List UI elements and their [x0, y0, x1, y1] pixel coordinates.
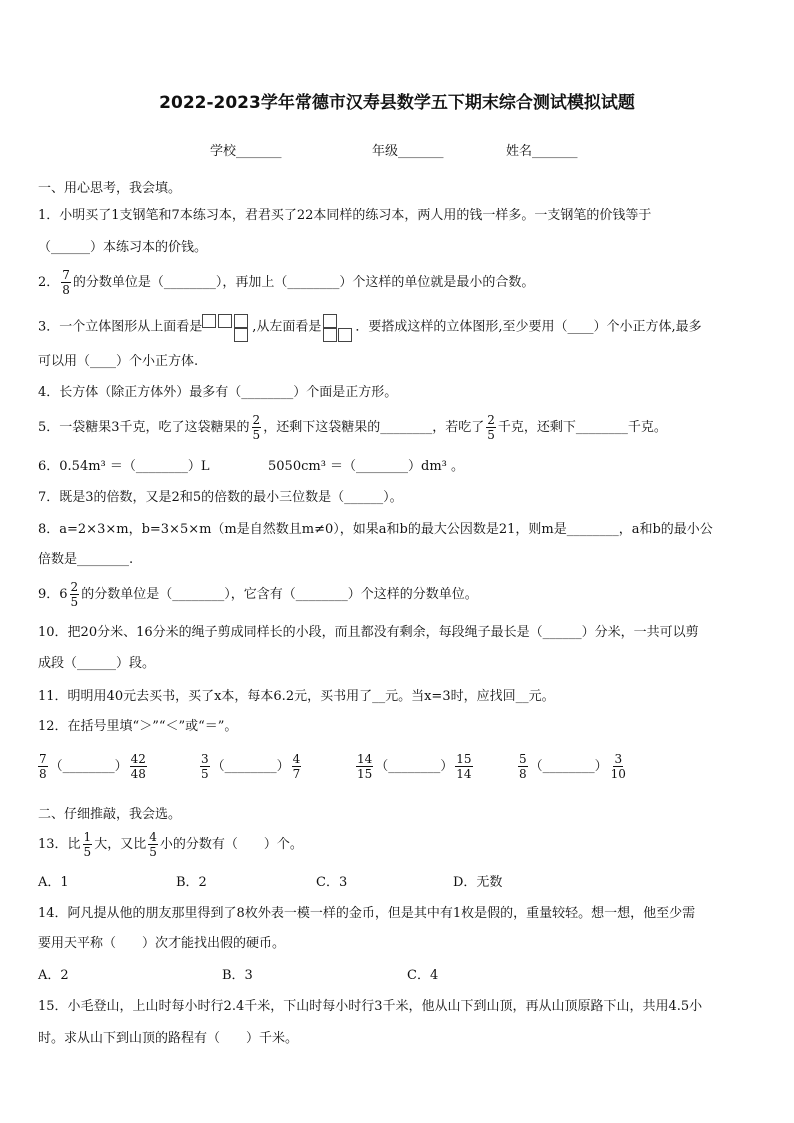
section-1-heading: 一、用心思考，我会填。	[38, 181, 182, 196]
page-title: 2022-2023学年常德市汉寿县数学五下期末综合测试模拟试题	[159, 93, 635, 113]
q9-fraction-denominator: 5	[70, 595, 79, 609]
q5-fraction-1-denominator: 5	[252, 428, 261, 442]
comparison-right-fraction	[130, 752, 147, 781]
comparison-item	[516, 752, 629, 781]
comparison-left-fraction	[38, 752, 48, 781]
q13-fraction-1-numerator: 1	[83, 830, 92, 844]
comparison-left-fraction	[518, 752, 528, 781]
question-3-line-1	[38, 312, 702, 342]
q13-fraction-2-denominator: 5	[149, 845, 157, 859]
question-12: 12．在括号里填“＞”“＜”或“＝”。	[38, 719, 238, 734]
question-11: 11．明明用40元去买书，买了x本，每本6.2元，买书用了__元。当x=3时，应找回__元。	[38, 689, 555, 704]
question-8-line-2: 倍数是________.	[38, 552, 134, 567]
comparison-item	[354, 752, 475, 781]
comparison-left-fraction	[200, 752, 210, 781]
q5-text-a: 5．一袋糖果3千克，吃了这袋糖果的	[38, 420, 250, 435]
q2-fraction-numerator: 7	[62, 268, 70, 282]
question-9	[38, 580, 478, 609]
q5-text-b: ，还剩下这袋糖果的________，若吃了	[263, 420, 485, 435]
q2-fraction	[61, 268, 71, 297]
fraction-denominator: 15	[357, 767, 373, 781]
question-2	[38, 268, 534, 297]
fraction-numerator: 4	[292, 752, 301, 766]
question-3-line-2: 可以用（____）个小正方体.	[38, 354, 199, 369]
question-14-line-1: 14．阿凡提从他的朋友那里得到了8枚外表一模一样的金币，但是其中有1枚是假的，重量较轻。想一想，他至少需	[38, 906, 696, 921]
q5-fraction-1-numerator: 2	[252, 413, 261, 427]
fraction-numerator: 15	[456, 752, 472, 766]
q9-text: 的分数单位是（________），它含有（________）个这样的分数单位。	[81, 587, 478, 602]
q3-text-b: ,从左面看是	[252, 319, 322, 335]
fraction-denominator: 10	[610, 767, 626, 781]
q3-text-c: ．要搭成这样的立体图形,至少要用（____）个小正方体,最多	[355, 319, 702, 335]
question-5	[38, 413, 667, 442]
q13-fraction-2-numerator: 4	[149, 830, 157, 844]
q14-option-b[interactable]: B．3	[222, 968, 253, 983]
q2-text: 的分数单位是（________），再加上（________）个这样的单位就是最小的合数。	[72, 275, 535, 290]
fraction-denominator: 5	[201, 767, 209, 781]
comparison-left-fraction	[356, 752, 373, 781]
q3-text-a: 3．一个立体图形从上面看是	[38, 319, 203, 335]
q14-option-c[interactable]: C．4	[407, 968, 439, 983]
fraction-numerator: 14	[357, 752, 373, 766]
question-6-part-a: 6．0.54m³ ＝（________）L	[38, 459, 210, 474]
q13-fraction-1	[83, 830, 93, 859]
fraction-numerator: 7	[39, 752, 47, 766]
fraction-denominator: 8	[39, 767, 47, 781]
q9-fraction	[70, 580, 80, 609]
comparison-right-fraction	[292, 752, 302, 781]
question-7: 7．既是3的倍数，又是2和5的倍数的最小三位数是（______）。	[38, 490, 403, 505]
left-view-figure	[321, 312, 355, 342]
comparison-blank[interactable]: （________）	[529, 759, 608, 774]
q5-fraction-2-numerator: 2	[487, 413, 495, 427]
fraction-numerator: 42	[130, 752, 146, 766]
q5-fraction-2	[486, 413, 496, 442]
question-1-line-1: 1．小明买了1支钢笔和7本练习本，君君买了22本同样的练习本，两人用的钱一样多。一支钢笔的价钱等于	[38, 208, 652, 223]
fraction-denominator: 8	[519, 767, 527, 781]
fraction-numerator: 3	[614, 752, 623, 766]
top-view-figure	[202, 312, 252, 342]
question-10-line-1: 10．把20分米、16分米的绳子剪成同样长的小段，而且都没有剩余，每段绳子最长是（______）分米，一共可以剪	[38, 625, 699, 640]
comparison-blank[interactable]: （________）	[49, 759, 128, 774]
question-1-line-2: （______）本练习本的价钱。	[38, 240, 208, 255]
q13-text-c: 小的分数有（ ）个。	[159, 837, 303, 852]
grade-field[interactable]: 年级_______	[372, 144, 444, 159]
q2-number: 2．	[38, 275, 60, 290]
question-4: 4．长方体（除正方体外）最多有（________）个面是正方形。	[38, 385, 398, 400]
q5-text-c: 千克，还剩下________千克。	[497, 420, 667, 435]
q9-fraction-numerator: 2	[70, 580, 79, 594]
question-14-line-2: 要用天平称（ ）次才能找出假的硬币。	[38, 936, 286, 951]
q13-text-a: 13．比	[38, 837, 81, 852]
fraction-numerator: 5	[519, 752, 527, 766]
question-8-line-1: 8．a=2×3×m，b=3×5×m（m是自然数且m≠0），如果a和b的最大公因数是21，则m是________，a和b的最小公	[38, 522, 713, 537]
name-field[interactable]: 姓名_______	[506, 144, 578, 159]
fraction-numerator: 3	[201, 752, 209, 766]
q2-fraction-denominator: 8	[62, 283, 70, 297]
q14-option-a[interactable]: A．2	[38, 968, 69, 983]
question-6-part-b: 5050cm³ ＝（________）dm³ 。	[268, 459, 465, 474]
comparison-item	[36, 752, 149, 781]
q13-fraction-2	[148, 830, 158, 859]
comparison-blank[interactable]: （________）	[211, 759, 290, 774]
q13-option-b[interactable]: B．2	[176, 875, 207, 890]
q9-number: 9．6	[38, 587, 68, 602]
q13-option-d[interactable]: D．无数	[453, 875, 503, 890]
school-field[interactable]: 学校_______	[210, 144, 282, 159]
fraction-denominator: 14	[456, 767, 472, 781]
question-10-line-2: 成段（______）段。	[38, 656, 156, 671]
fraction-denominator: 48	[130, 767, 146, 781]
q5-fraction-2-denominator: 5	[487, 428, 495, 442]
question-15-line-1: 15．小毛登山，上山时每小时行2.4千米，下山时每小时行3千米，他从山下到山顶，再从山顶原路下山，共用4.5小	[38, 999, 703, 1014]
q13-fraction-1-denominator: 5	[83, 845, 92, 859]
q13-text-b: 大，又比	[94, 837, 147, 852]
question-13	[38, 830, 303, 859]
q5-fraction-1	[252, 413, 262, 442]
q13-option-a[interactable]: A．1	[38, 875, 69, 890]
comparison-right-fraction	[455, 752, 472, 781]
comparison-blank[interactable]: （________）	[375, 759, 454, 774]
fraction-denominator: 7	[292, 767, 301, 781]
question-15-line-2: 时。求从山下到山顶的路程有（ ）千米。	[38, 1031, 299, 1046]
section-2-heading: 二、仔细推敲，我会选。	[38, 807, 182, 822]
q13-option-c[interactable]: C．3	[316, 875, 348, 890]
comparison-item	[198, 752, 303, 781]
comparison-right-fraction	[610, 752, 627, 781]
